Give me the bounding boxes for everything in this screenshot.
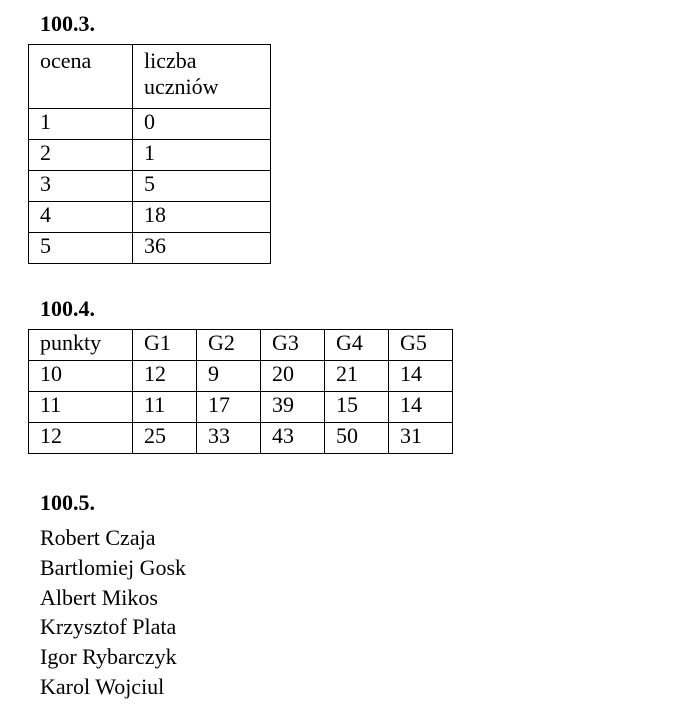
table-row bbox=[29, 202, 271, 233]
table-cell: 3 bbox=[29, 171, 133, 202]
heading-100-3: 100.3. bbox=[40, 11, 95, 36]
table-cell: 12 bbox=[133, 361, 197, 392]
list-item: Igor Rybarczyk bbox=[40, 644, 177, 670]
table-cell: 20 bbox=[261, 361, 325, 392]
list-item: Krzysztof Plata bbox=[40, 614, 177, 640]
heading-100-5: 100.5. bbox=[40, 490, 95, 515]
table-cell: 0 bbox=[133, 109, 271, 140]
list-item: Albert Mikos bbox=[40, 584, 158, 610]
table-header-row bbox=[29, 45, 271, 109]
names-list bbox=[40, 523, 186, 702]
table-cell: 21 bbox=[325, 361, 389, 392]
table-cell: 9 bbox=[197, 361, 261, 392]
table-cell: 11 bbox=[29, 392, 133, 423]
table-cell: 5 bbox=[133, 171, 271, 202]
header-g1: G1 bbox=[133, 330, 197, 361]
table-cell: 36 bbox=[133, 233, 271, 264]
table-cell: 33 bbox=[197, 423, 261, 454]
table-row bbox=[29, 171, 271, 202]
points-groups-table bbox=[28, 329, 453, 454]
table-cell: 31 bbox=[389, 423, 453, 454]
header-liczba-uczniow: liczba uczniów bbox=[133, 45, 271, 109]
table-header-row bbox=[29, 330, 453, 361]
table-row bbox=[29, 140, 271, 171]
header-g2: G2 bbox=[197, 330, 261, 361]
header-g3: G3 bbox=[261, 330, 325, 361]
table-cell: 18 bbox=[133, 202, 271, 233]
table-cell: 5 bbox=[29, 233, 133, 264]
table-cell: 43 bbox=[261, 423, 325, 454]
table-cell: 14 bbox=[389, 361, 453, 392]
table-cell: 4 bbox=[29, 202, 133, 233]
table-row bbox=[29, 109, 271, 140]
table-cell: 50 bbox=[325, 423, 389, 454]
table-cell: 14 bbox=[389, 392, 453, 423]
table-cell: 17 bbox=[197, 392, 261, 423]
grades-table bbox=[28, 44, 271, 264]
table-cell: 15 bbox=[325, 392, 389, 423]
heading-100-4: 100.4. bbox=[40, 296, 95, 321]
table-cell: 1 bbox=[133, 140, 271, 171]
table-cell: 25 bbox=[133, 423, 197, 454]
table-cell: 12 bbox=[29, 423, 133, 454]
table-cell: 39 bbox=[261, 392, 325, 423]
table-cell: 11 bbox=[133, 392, 197, 423]
table-row bbox=[29, 423, 453, 454]
header-ocena: ocena bbox=[29, 45, 133, 109]
table-row bbox=[29, 361, 453, 392]
table-row bbox=[29, 392, 453, 423]
table-cell: 2 bbox=[29, 140, 133, 171]
table-cell: 10 bbox=[29, 361, 133, 392]
header-punkty: punkty bbox=[29, 330, 133, 361]
list-item: Bartlomiej Gosk bbox=[40, 554, 187, 580]
header-g4: G4 bbox=[325, 330, 389, 361]
header-g5: G5 bbox=[389, 330, 453, 361]
list-item: Karol Wojciul bbox=[40, 673, 165, 699]
table-row bbox=[29, 233, 271, 264]
list-item: Robert Czaja bbox=[40, 525, 156, 550]
table-cell: 1 bbox=[29, 109, 133, 140]
